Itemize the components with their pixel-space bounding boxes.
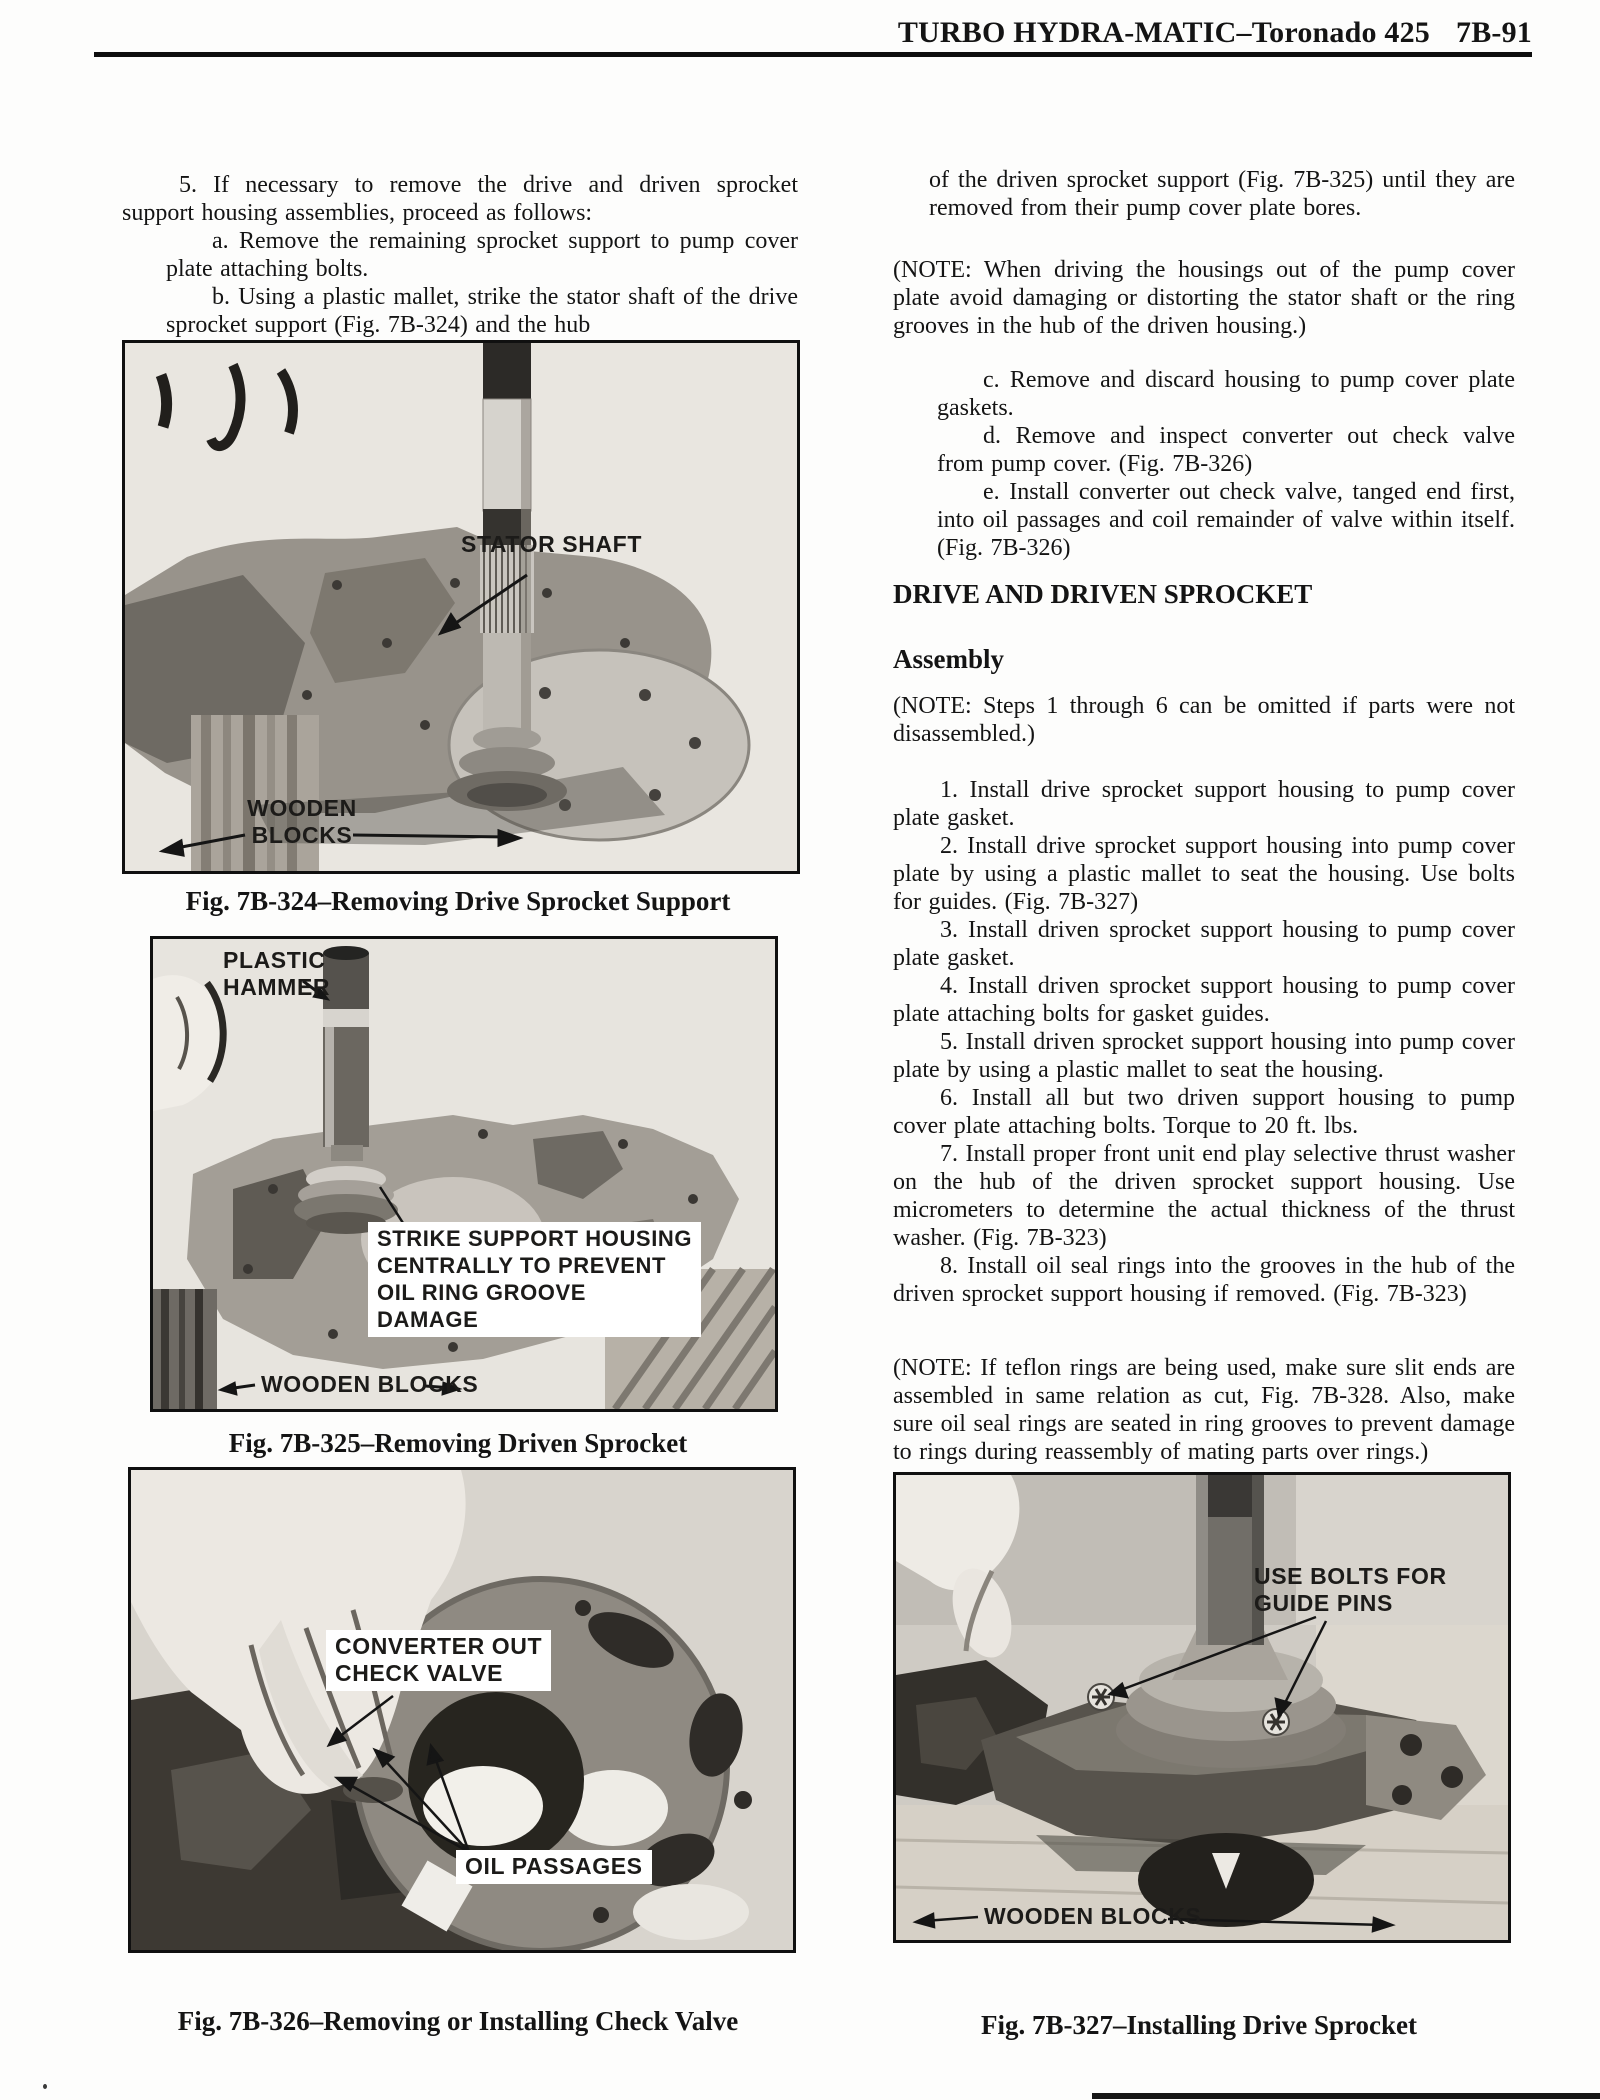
- print-artifact-bar: [1092, 2093, 1600, 2099]
- strike-support-housing-label: STRIKE SUPPORT HOUSING CENTRALLY TO PREVENT OIL RING GROOVE DAMAGE: [368, 1222, 701, 1337]
- header-rule: [94, 52, 1532, 57]
- paragraph-step5b: b. Using a plastic mallet, strike the stator shaft of the drive sprocket support (Fig. 7B-324) and the hub: [166, 284, 798, 338]
- header-title: TURBO HYDRA-MATIC–Toronado 425: [897, 16, 1430, 49]
- assembly-step-5: 5. Install driven sprocket support housing into pump cover plate by using a plastic mallet to seat the housing.: [893, 1029, 1515, 1083]
- print-artifact-dot: [43, 2084, 47, 2089]
- assembly-step-2: 2. Install drive sprocket support housing into pump cover plate by using a plastic mallet to seat the housing. Use bolts for guides. (Fig. 7B-327): [893, 833, 1515, 915]
- caption-fig-325: Fig. 7B-325–Removing Driven Sprocket: [228, 1428, 688, 1458]
- note-steps-omitted: (NOTE: Steps 1 through 6 can be omitted if parts were not disassembled.): [893, 693, 1515, 747]
- figure-7b-327-photo: [896, 1475, 1508, 1940]
- oil-passages-label: OIL PASSAGES: [456, 1850, 652, 1884]
- stator-shaft-label: STATOR SHAFT: [461, 531, 642, 557]
- converter-out-check-valve-label: CONVERTER OUT CHECK VALVE: [326, 1630, 551, 1691]
- page-header: [0, 16, 1532, 50]
- figure-7b-324: [122, 340, 800, 874]
- page-number: 7B-91: [1456, 16, 1532, 49]
- paragraph-step5: 5. If necessary to remove the drive and driven sprocket support housing assemblies, proceed as follows:: [122, 172, 798, 226]
- figure-7b-324-photo: [125, 343, 797, 871]
- assembly-step-3: 3. Install driven sprocket support housing to pump cover plate gasket.: [893, 917, 1515, 971]
- subsection-heading: Assembly: [893, 644, 1005, 674]
- paragraph-step5c: c. Remove and discard housing to pump cover plate gaskets.: [937, 367, 1515, 421]
- paragraph-step5e: e. Install converter out check valve, tanged end first, into oil passages and coil remainder of valve within itself. (Fig. 7B-326): [937, 479, 1515, 561]
- assembly-step-6: 6. Install all but two driven support housing to pump cover plate attaching bolts. Torque to 20 ft. lbs.: [893, 1085, 1515, 1139]
- wooden-blocks-label: WOODEN BLOCKS: [984, 1903, 1202, 1929]
- assembly-step-8: 8. Install oil seal rings into the grooves in the hub of the driven sprocket support housing if removed. (Fig. 7B-323): [893, 1253, 1515, 1307]
- figure-7b-325-photo: [153, 939, 775, 1409]
- wooden-block-texture: [153, 1289, 217, 1409]
- wooden-blocks-label: WOODEN BLOCKS: [261, 1371, 479, 1397]
- assembly-step-1: 1. Install drive sprocket support housing to pump cover plate gasket.: [893, 777, 1515, 831]
- use-bolts-for-guide-pins-label: USE BOLTS FOR GUIDE PINS: [1254, 1563, 1447, 1616]
- paragraph-continuation: of the driven sprocket support (Fig. 7B-325) until they are removed from their pump cover plate bores.: [929, 167, 1515, 221]
- paragraph-step5d: d. Remove and inspect converter out check valve from pump cover. (Fig. 7B-326): [937, 423, 1515, 477]
- section-heading: DRIVE AND DRIVEN SPROCKET: [893, 579, 1313, 610]
- paragraph-step5a: a. Remove the remaining sprocket support to pump cover plate attaching bolts.: [166, 228, 798, 282]
- caption-fig-326: Fig. 7B-326–Removing or Installing Check Valve: [177, 2006, 739, 2036]
- caption-fig-324: Fig. 7B-324–Removing Drive Sprocket Support: [185, 886, 731, 916]
- plastic-hammer-label: PLASTIC HAMMER: [223, 947, 331, 1000]
- figure-7b-327: [893, 1472, 1511, 1943]
- note-teflon-rings: (NOTE: If teflon rings are being used, make sure slit ends are assembled in same relation as cut, Fig. 7B-328. Also, make sure oil seal rings are seated in ring grooves to prevent damage to rings during reassembly of mating parts over rings.): [893, 1355, 1515, 1465]
- assembly-step-4: 4. Install driven sprocket support housing to pump cover plate attaching bolts for gasket guides.: [893, 973, 1515, 1027]
- caption-fig-327: Fig. 7B-327–Installing Drive Sprocket: [980, 2010, 1417, 2040]
- figure-7b-326: [128, 1467, 796, 1953]
- assembly-step-7: 7. Install proper front unit end play selective thrust washer on the hub of the driven sprocket support housing. Use micrometers to determine the actual thickness of the thrust washer. (Fig. 7B-323): [893, 1141, 1515, 1251]
- note-driving-housings: (NOTE: When driving the housings out of the pump cover plate avoid damaging or distorting the stator shaft or the ring grooves in the hub of the driven housing.): [893, 257, 1515, 339]
- wooden-blocks-label: WOODEN BLOCKS: [247, 795, 357, 848]
- figure-7b-325: [150, 936, 778, 1412]
